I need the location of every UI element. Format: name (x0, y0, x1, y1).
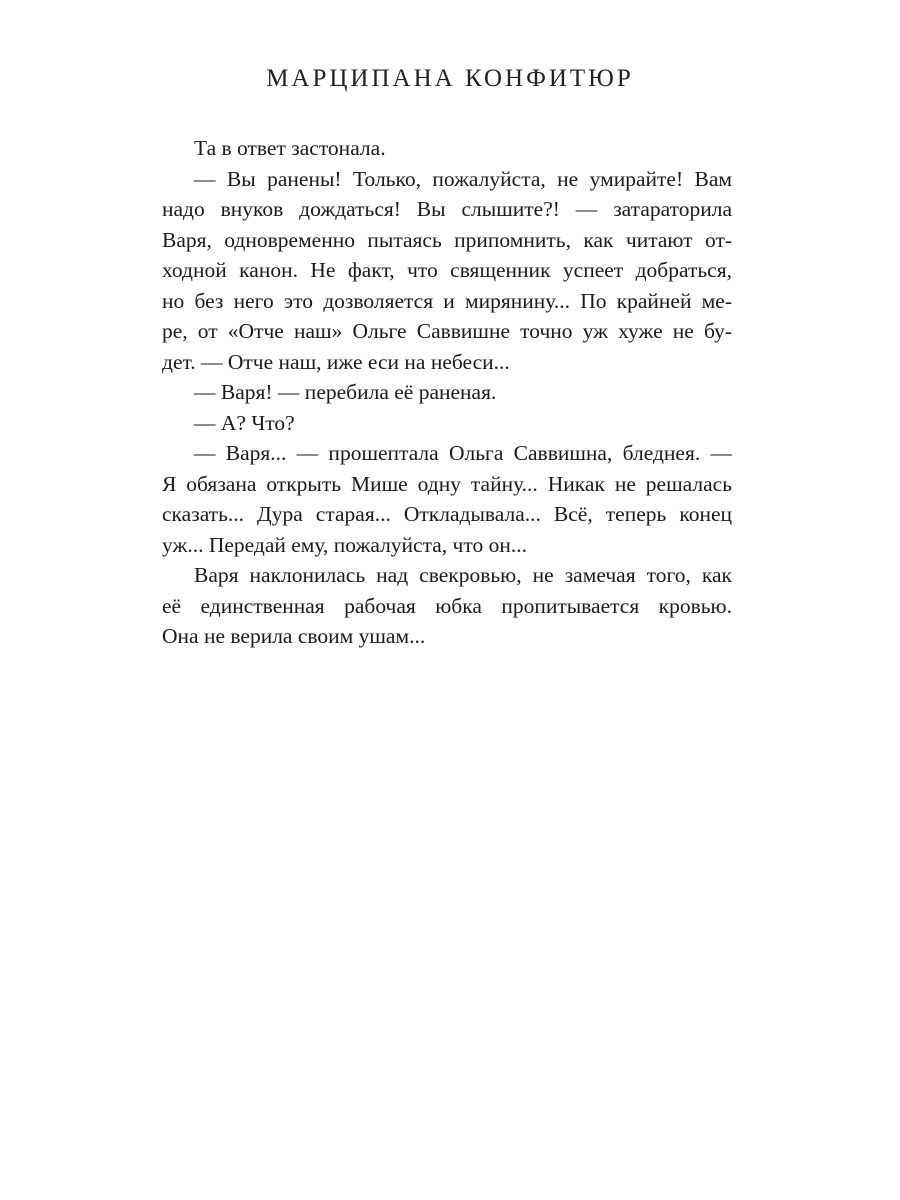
text-line: ре, от «Отче наш» Ольге Саввишне точно уж хуже не бу- (162, 319, 732, 343)
text-line: Она не верила своим ушам... (162, 624, 426, 648)
text-line: — Вы ранены! Только, пожалуйста, не умирайте! Вам (194, 166, 732, 191)
text-line: Та в ответ застонала. (194, 136, 386, 160)
running-head: МАРЦИПАНА КОНФИТЮР (266, 65, 634, 92)
text-line: её единственная рабочая юбка пропитывается кровью. (162, 593, 732, 618)
text-line: — Варя! — перебила её раненая. (194, 380, 497, 404)
text-line: дет. — Отче наш, иже еси на небеси... (162, 349, 510, 374)
body-text (162, 133, 732, 652)
text-line: — А? Что? (194, 410, 295, 435)
text-line: но без него это дозволяется и мирянину... По крайней ме- (162, 288, 732, 313)
text-line: Варя, одновременно пытаясь припомнить, как читают от- (162, 227, 732, 252)
text-line: Варя наклонилась над свекровью, не замечая того, как (194, 563, 732, 587)
text-line: надо внуков дождаться! Вы слышите?! — затараторила (162, 197, 732, 221)
text-line: — Варя... — прошептала Ольга Саввишна, бледнея. — (194, 441, 732, 465)
text-line: сказать... Дура старая... Откладывала... Всё, теперь конец (162, 502, 732, 526)
text-line: ходной канон. Не факт, что священник успеет добраться, (162, 258, 732, 282)
text-line: уж... Передай ему, пожалуйста, что он... (162, 532, 527, 557)
text-line: Я обязана открыть Мише одну тайну... Никак не решалась (162, 471, 732, 496)
